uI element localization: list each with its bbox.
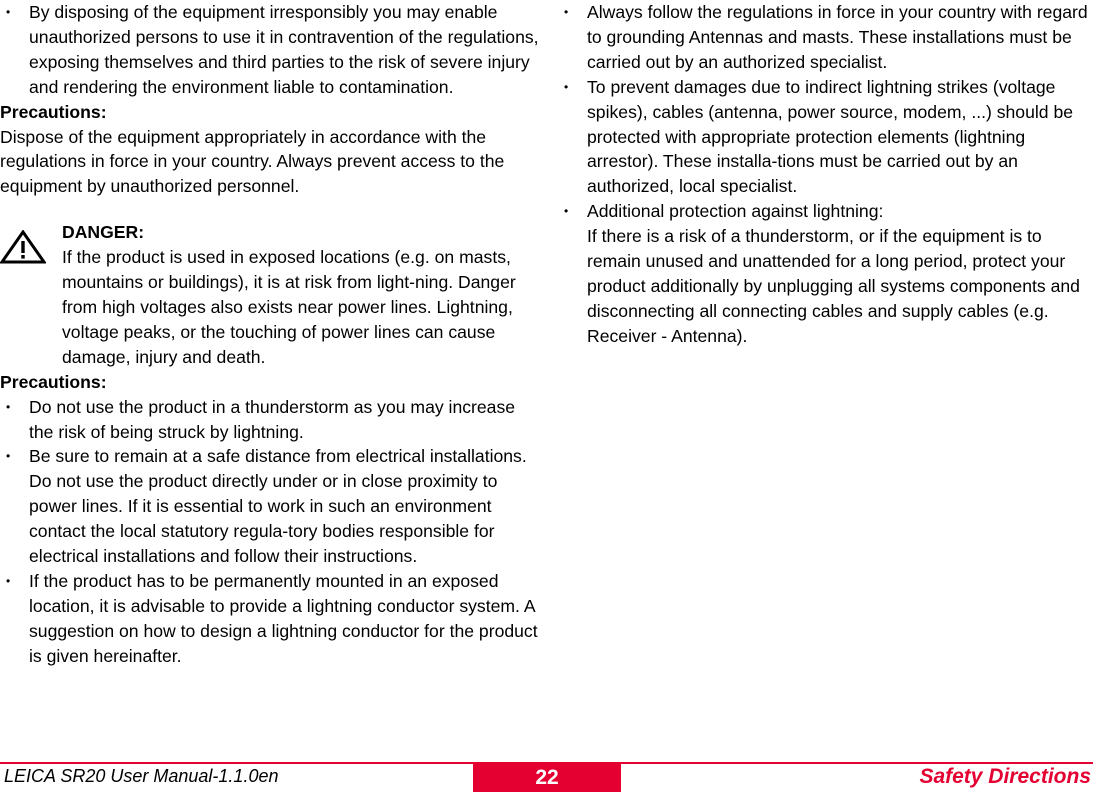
list-item: • To prevent damages due to indirect lightning strikes (voltage spikes), cables (antenna, power source, modem, ...) should be protected with appropriate protection elements (lightning arrestor). These installa-tions must be carried out by an authorized, local specialist. [558,75,1093,200]
list-item: • Do not use the product in a thunderstorm as you may increase the risk of being struck by lightning. [0,395,540,445]
list-item-additional-protection [558,199,1093,348]
page-number: 22 [473,764,621,792]
list-item: • Always follow the regulations in force in your country with regard to grounding Antennas and masts. These installations must be carried out by an authorized specialist. [558,0,1093,75]
precautions-heading-1: Precautions: [0,101,107,122]
list-item: • If the product has to be permanently mounted in an exposed location, it is advisable to provide a lightning conductor system. A suggestion on how to design a lightning conductor for the product is given hereinafter. [0,569,540,669]
danger-text: If the product is used in exposed locations (e.g. on masts, mountains or buildings), it is at risk from light-ning. Danger from high voltages also exists near power lines. Lightning, voltage peaks, or the touching of power lines can cause damage, injury and death. [62,247,516,367]
list-item: • Be sure to remain at a safe distance from electrical installations. Do not use the product directly under or in close proximity to power lines. If it is essential to work in such an environment contact the local statutory regula-tory bodies responsible for electrical installations and follow their instructions. [0,444,540,569]
right-column [558,0,1093,349]
manual-title: LEICA SR20 User Manual-1.1.0en [4,766,279,786]
additional-protection-text: If there is a risk of a thunderstorm, or if the equipment is to remain unused and unattended for a long period, protect your product additionally by unplugging all systems components and disconnecting all connecting cables and supply cables (e.g. Receiver - Antenna). [587,226,1080,346]
danger-title: DANGER: [62,222,145,243]
bullet-intro: • By disposing of the equipment irresponsibly you may enable unauthorized persons to use it in contravention of the regulations, exposing themselves and third parties to the risk of severe injury and rendering the environment liable to contamination. [0,0,540,100]
additional-protection-title: • Additional protection against lightning: [587,201,884,222]
left-column [0,0,540,669]
section-title: Safety Directions [919,765,1091,788]
precautions-text-1: Dispose of the equipment appropriately in accordance with the regulations in force in your country. Always prevent access to the equipment by unauthorized personnel. [0,126,505,197]
precautions-heading-2: Precautions: [0,371,107,392]
warning-icon [0,230,46,264]
danger-block [0,220,540,369]
